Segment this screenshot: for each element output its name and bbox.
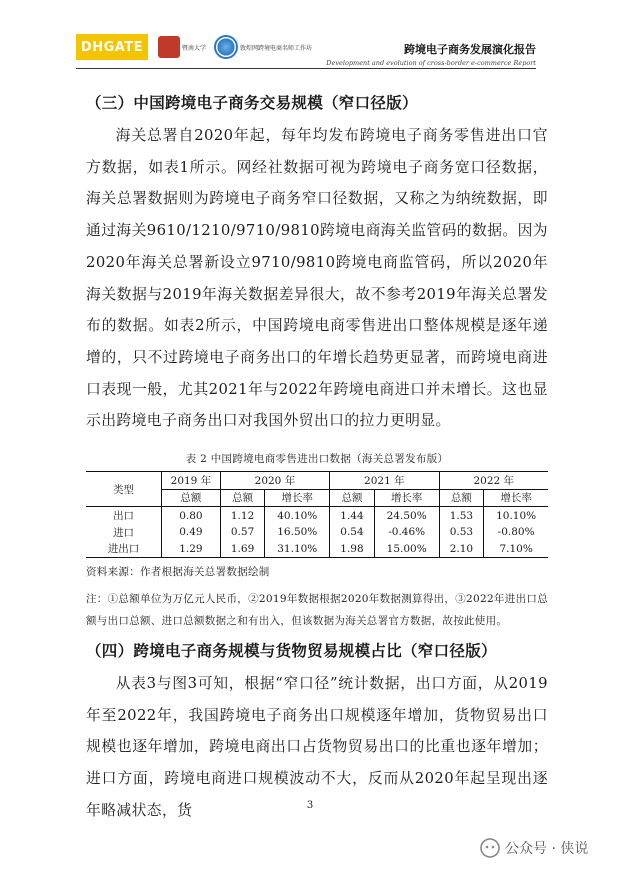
- section-3-heading: （三）中国跨境电子商务交易规模（窄口径版）: [86, 94, 418, 112]
- type-header: 类型: [86, 472, 162, 507]
- table-header-row: [86, 472, 548, 490]
- growth-header-2021: 增长率: [374, 489, 439, 507]
- growth-header-2020: 增长率: [265, 489, 330, 507]
- page-content: [86, 86, 548, 827]
- table-caption: 表 2 中国跨境电商零售进出口数据（海关总署发布版）: [185, 453, 449, 466]
- cell-value: 1.98: [330, 540, 375, 557]
- total-header-2019: 总额: [162, 489, 221, 507]
- year-2019-header: 2019 年: [162, 472, 221, 490]
- cell-value: 0.80: [162, 507, 221, 524]
- total-header-2020: 总额: [220, 489, 265, 507]
- table-row-import: [86, 524, 548, 541]
- page-number: 3: [306, 800, 314, 811]
- watermark: [480, 838, 588, 858]
- cell-value: 15.00%: [374, 540, 439, 557]
- cell-value: 24.50%: [374, 507, 439, 524]
- header-rule: [76, 68, 536, 69]
- cell-value: 0.57: [220, 524, 265, 541]
- globe-logo-icon: [214, 35, 238, 59]
- table-row-total: [86, 540, 548, 557]
- cell-value: 1.12: [220, 507, 265, 524]
- report-subtitle: Development and evolution of cross-border e-commerce Report: [326, 59, 536, 67]
- cell-value: 31.10%: [265, 540, 330, 557]
- total-header-2021: 总额: [330, 489, 375, 507]
- table-row-export: [86, 507, 548, 524]
- logo-group: [76, 34, 312, 60]
- page-header: [0, 0, 620, 72]
- cell-value: 10.10%: [484, 507, 548, 524]
- section-4-paragraph: 从表3与图3可知，根据“窄口径”统计数据，出口方面，从2019年至2022年，我国跨境电子商务出口规模逐年增加，货物贸易出口规模也逐年增加，跨境电商出口占货物贸易出口的比重也逐年增加；进口方面，跨境电商进口规模波动不大，反而从2020年起呈现出逐年略减状态，货: [86, 675, 548, 819]
- cell-value: 40.10%: [265, 507, 330, 524]
- year-2020-header: 2020 年: [220, 472, 329, 490]
- cell-value: 16.50%: [265, 524, 330, 541]
- row-type: 出口: [113, 510, 135, 523]
- wechat-icon: [480, 838, 500, 858]
- section-3-paragraph: 海关总署自2020年起，每年均发布跨境电子商务零售进出口官方数据，如表1所示。网经社数据可视为跨境电子商务宽口径数据，海关总署数据则为跨境电子商务窄口径数据，又称之为纳统数据，即通过海关9610/1210/9710/9810跨境电商海关监管码的数据。因为2020年海关总署新设立9710/9810跨境电商监管码，所以2020年海关数据与2019年海关数据差异很大，故不参考2019年海关总署发布的数据。如表2所示，中国跨境电商零售进出口整体规模是逐年递增的，只不过跨境电子商务出口的年增长趋势更显著，而跨境电商进口表现一般，尤其2021年与2022年跨境电商进口并未增长。这也显示出跨境电子商务出口对我国外贸出口的拉力更明显。: [86, 127, 548, 430]
- cell-value: 1.29: [162, 540, 221, 557]
- year-2021-header: 2021 年: [330, 472, 439, 490]
- section-4-heading: （四）跨境电子商务规模与货物贸易规模占比（窄口径版）: [86, 642, 497, 660]
- cell-value: -0.46%: [374, 524, 439, 541]
- total-header-2022: 总额: [439, 489, 484, 507]
- table-note: 注：①总额单位为万亿元人民币，②2019年数据根据2020年数据测算得出，③2022年进出口总额与出口总额、进口总额数据之和有出入，但该数据为海关总署官方数据，故按此使用。: [86, 593, 548, 627]
- university-name: 暨南大学: [182, 44, 207, 52]
- cell-value: 0.49: [162, 524, 221, 541]
- watermark-text: 公众号 · 侠说: [505, 841, 589, 857]
- table-source: 资料来源：作者根据海关总署数据绘制: [86, 566, 270, 578]
- trade-data-table: [86, 471, 548, 558]
- dhgate-logo: DHGATE: [76, 34, 148, 60]
- cell-value: -0.80%: [484, 524, 548, 541]
- cell-value: 1.53: [439, 507, 484, 524]
- year-2022-header: 2022 年: [439, 472, 548, 490]
- row-type: 进口: [113, 526, 135, 539]
- university-seal-icon: [158, 36, 180, 58]
- cell-value: 0.54: [330, 524, 375, 541]
- row-type: 进出口: [86, 540, 162, 557]
- cell-value: 7.10%: [484, 540, 548, 557]
- cell-value: 0.53: [439, 524, 484, 541]
- report-title: 跨境电子商务发展演化报告: [404, 43, 536, 56]
- growth-header-2022: 增长率: [484, 489, 548, 507]
- workshop-name: 敦煌网跨境电商名师工作坊: [240, 44, 313, 52]
- header-titles: [326, 41, 536, 67]
- cell-value: 1.69: [220, 540, 265, 557]
- cell-value: 2.10: [439, 540, 484, 557]
- cell-value: 1.44: [330, 507, 375, 524]
